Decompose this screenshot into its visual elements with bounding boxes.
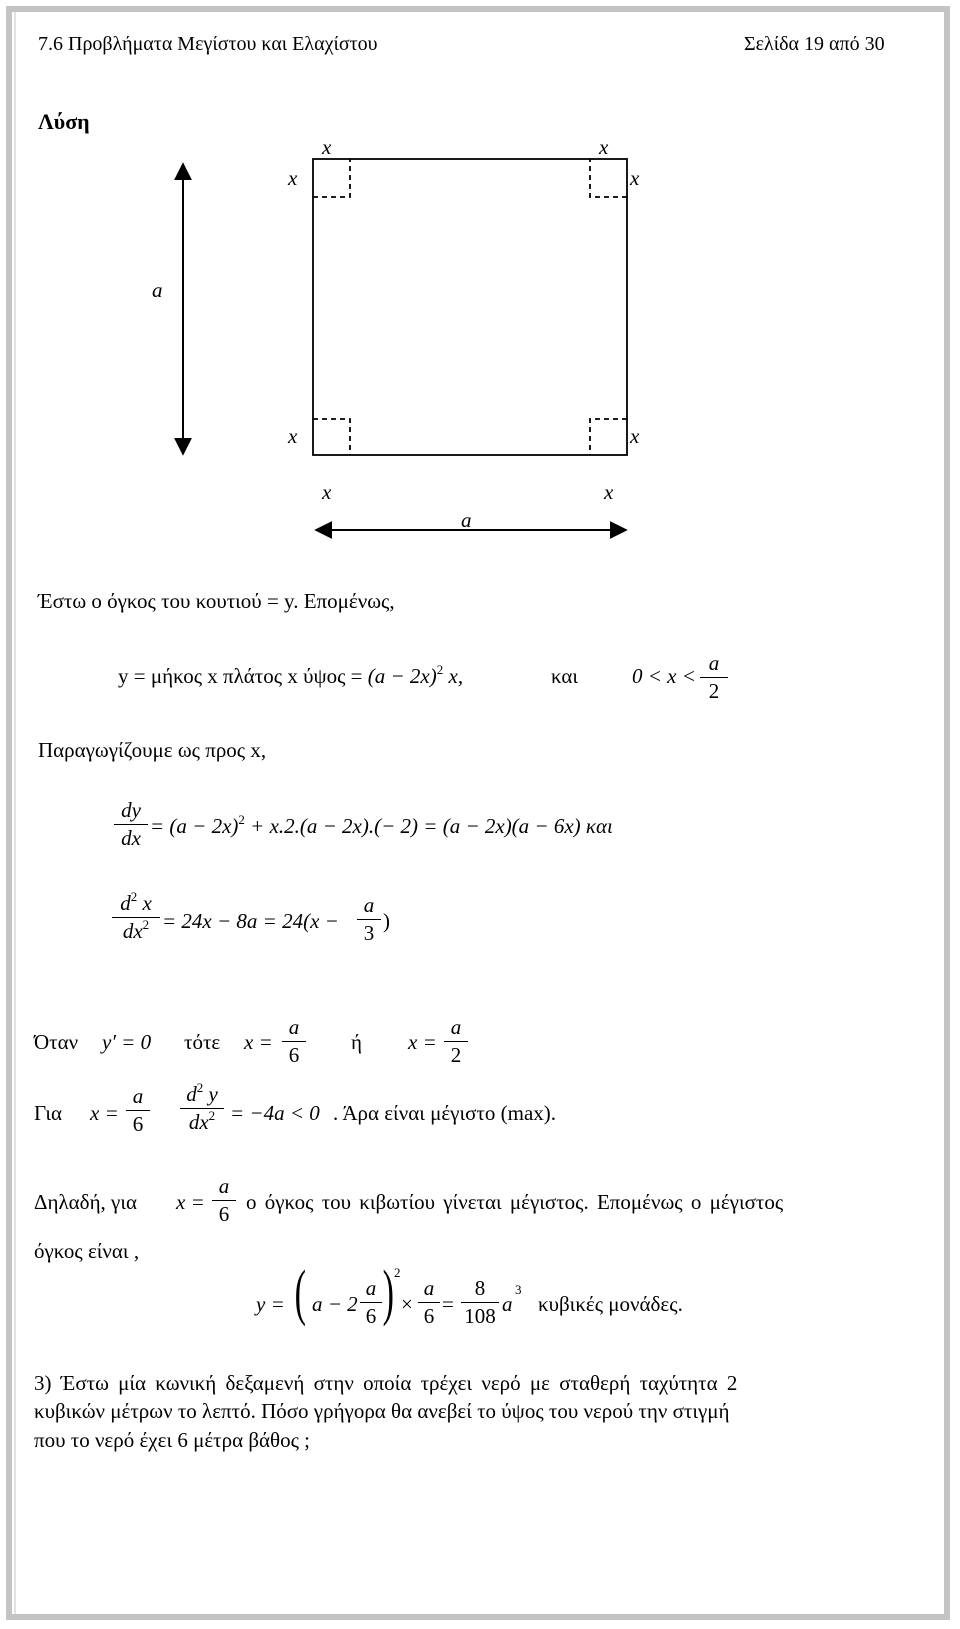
for-word: Για — [34, 1101, 63, 1125]
then-word: τότε — [184, 1030, 221, 1054]
for-x-fraction: a 6 — [126, 1086, 150, 1135]
intro-text: Έστω ο όγκος του κουτιού = y. Επομένως, — [38, 589, 395, 613]
final-cube: 3 — [515, 1282, 522, 1297]
for-x-lhs: x = — [90, 1101, 119, 1125]
final-right-paren: ) — [382, 1259, 395, 1327]
label-x-bottom-left-lower: x — [322, 480, 332, 504]
first-derivative-rhs: = $(a - 2x)^2 + x.2.(a - 2x).(- 2) = (a - 2x)(a - 6x)$ και — [150, 812, 613, 838]
max-conclusion: . Άρα είναι μέγιστο (max). — [333, 1101, 557, 1125]
label-x-top-left-side: x — [288, 166, 298, 190]
label-x-bottom-right-side: x — [630, 424, 640, 448]
final-a-minus-2: a − 2 — [312, 1292, 358, 1316]
final-units: κυβικές μονάδες. — [538, 1292, 683, 1316]
or-word: ή — [351, 1030, 362, 1054]
volume-equation: y = μήκος x πλάτος x $ύ\psi o\varsigma = (a - 2x)^2$ x, — [118, 662, 464, 688]
label-x-top-left-upper: x — [322, 135, 332, 159]
volume-is-text: όγκος είναι , — [34, 1239, 140, 1263]
second-derivative-fraction: $d^2$ x $dx^2$ — [112, 893, 160, 942]
final-inner-fraction: a 6 — [360, 1278, 382, 1327]
final-mid-fraction: a 6 — [418, 1278, 440, 1327]
domain-fraction: a 2 — [700, 653, 728, 702]
corner-cut-top-left — [313, 159, 350, 197]
root2-lhs: x = — [408, 1030, 437, 1054]
second-derivative-inner-fraction: a 3 — [357, 895, 381, 944]
thus-fraction: a 6 — [212, 1176, 236, 1225]
problem3-line2: κυβικών μέτρων το λεπτό. Πόσο γρήγορα θα ανεβεί το ύψος του νερού την στιγμή — [34, 1399, 730, 1423]
root1-fraction: a 6 — [282, 1017, 306, 1066]
and-word: και — [551, 664, 579, 688]
thus-text: Δηλαδή, για — [34, 1190, 137, 1214]
problem3-line3: που το νερό έχει 6 μέτρα βάθος ; — [34, 1428, 310, 1452]
when-expression: y′ = 0 — [102, 1030, 152, 1054]
corner-cut-top-right — [590, 159, 627, 197]
root2-fraction: a 2 — [444, 1017, 468, 1066]
second-derivative-y-fraction: $d^2$ y $dx^2$ — [180, 1084, 224, 1133]
final-square: 2 — [394, 1265, 401, 1280]
root1-lhs: x = — [244, 1030, 273, 1054]
corner-cut-bottom-right — [590, 419, 627, 455]
label-x-bottom-right-lower: x — [604, 480, 614, 504]
differentiate-text: Παραγωγίζουμε ως προς x, — [38, 738, 267, 762]
final-a: a — [502, 1292, 513, 1316]
second-derivative-close: ) — [383, 909, 390, 933]
section-title: 7.6 Προβλήματα Μεγίστου και Ελαχίστου — [38, 33, 378, 55]
label-a-height: a — [152, 278, 163, 302]
final-coefficient-fraction: 8 108 — [461, 1278, 499, 1327]
label-x-top-right-side: x — [630, 166, 640, 190]
label-x-bottom-left-side: x — [288, 424, 298, 448]
thus-x-lhs: x = — [176, 1190, 205, 1214]
final-y-lhs: y = — [256, 1292, 285, 1316]
square-sheet — [313, 159, 627, 455]
domain-expression: 0 < x < — [632, 664, 696, 688]
final-equals: = — [442, 1292, 454, 1316]
label-a-width: a — [461, 508, 472, 532]
second-derivative-y-rhs: = −4a < 0 — [230, 1101, 320, 1125]
thus-rest: ο όγκος του κιβωτίου γίνεται μέγιστος. Επομένως ο μέγιστος — [246, 1190, 784, 1214]
problem3-line1: 3) Έστω μία κωνική δεξαμενή στην οποία τρέχει νερό με σταθερή ταχύτητα 2 — [34, 1371, 738, 1395]
page-number: Σελίδα 19 από 30 — [744, 33, 885, 55]
final-left-paren: ( — [294, 1259, 307, 1327]
final-times: × — [401, 1292, 413, 1316]
when-word: Όταν — [34, 1030, 79, 1054]
box-net-diagram — [0, 0, 960, 600]
corner-cut-bottom-left — [313, 419, 350, 455]
solution-heading: Λύση — [38, 109, 90, 134]
label-x-top-right-upper: x — [599, 135, 609, 159]
first-derivative-fraction: dy dx — [114, 800, 148, 849]
second-derivative-rhs: = 24x − 8a = 24(x − — [162, 909, 339, 933]
